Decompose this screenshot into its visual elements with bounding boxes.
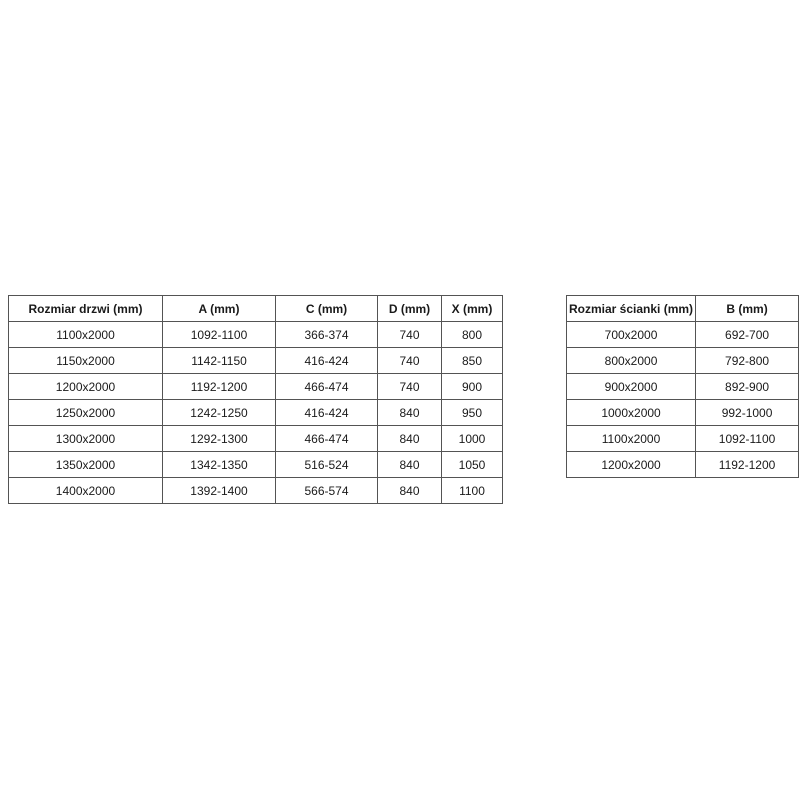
table-cell: 740: [378, 322, 442, 348]
table-row: [567, 348, 799, 374]
table-cell: 840: [378, 400, 442, 426]
header-row: [567, 296, 799, 322]
column-header: A (mm): [163, 296, 276, 322]
table-row: [9, 478, 503, 504]
table-row: [567, 400, 799, 426]
table-cell: 1242-1250: [163, 400, 276, 426]
table-cell: 700x2000: [567, 322, 696, 348]
table-cell: 1142-1150: [163, 348, 276, 374]
table-cell: 840: [378, 426, 442, 452]
table-row: [9, 452, 503, 478]
table-cell: 416-424: [276, 348, 378, 374]
table-cell: 992-1000: [696, 400, 799, 426]
table-cell: 840: [378, 478, 442, 504]
table-cell: 900: [442, 374, 503, 400]
table-cell: 466-474: [276, 426, 378, 452]
table-row: [567, 452, 799, 478]
table-cell: 1100x2000: [9, 322, 163, 348]
table-cell: 1392-1400: [163, 478, 276, 504]
table-cell: 1092-1100: [696, 426, 799, 452]
table-cell: 900x2000: [567, 374, 696, 400]
table-row: [567, 426, 799, 452]
table-cell: 1100: [442, 478, 503, 504]
table-cell: 1300x2000: [9, 426, 163, 452]
table-cell: 366-374: [276, 322, 378, 348]
table-cell: 950: [442, 400, 503, 426]
table-cell: 850: [442, 348, 503, 374]
header-row: [9, 296, 503, 322]
table-cell: 466-474: [276, 374, 378, 400]
table-cell: 566-574: [276, 478, 378, 504]
table-cell: 1250x2000: [9, 400, 163, 426]
table-cell: 516-524: [276, 452, 378, 478]
column-header: Rozmiar drzwi (mm): [9, 296, 163, 322]
wall-sizes-table: [566, 295, 799, 478]
column-header: D (mm): [378, 296, 442, 322]
table-cell: 1350x2000: [9, 452, 163, 478]
table-cell: 416-424: [276, 400, 378, 426]
table-cell: 740: [378, 374, 442, 400]
table-cell: 740: [378, 348, 442, 374]
table-cell: 1192-1200: [696, 452, 799, 478]
table-cell: 692-700: [696, 322, 799, 348]
column-header: B (mm): [696, 296, 799, 322]
table-cell: 840: [378, 452, 442, 478]
table-cell: 1292-1300: [163, 426, 276, 452]
table-cell: 1400x2000: [9, 478, 163, 504]
table-cell: 1192-1200: [163, 374, 276, 400]
table-cell: 792-800: [696, 348, 799, 374]
table-cell: 1200x2000: [9, 374, 163, 400]
table-row: [9, 322, 503, 348]
table-row: [9, 348, 503, 374]
table-row: [567, 374, 799, 400]
door-sizes-table: [8, 295, 503, 504]
table-cell: 800: [442, 322, 503, 348]
column-header: C (mm): [276, 296, 378, 322]
table-cell: 800x2000: [567, 348, 696, 374]
table-cell: 1050: [442, 452, 503, 478]
table-cell: 1100x2000: [567, 426, 696, 452]
column-header: Rozmiar ścianki (mm): [567, 296, 696, 322]
table-cell: 1200x2000: [567, 452, 696, 478]
column-header: X (mm): [442, 296, 503, 322]
table-cell: 1092-1100: [163, 322, 276, 348]
table-cell: 1000: [442, 426, 503, 452]
table-row: [9, 426, 503, 452]
table-cell: 1342-1350: [163, 452, 276, 478]
table-row: [567, 322, 799, 348]
table-cell: 1150x2000: [9, 348, 163, 374]
table-row: [9, 374, 503, 400]
table-row: [9, 400, 503, 426]
table-cell: 892-900: [696, 374, 799, 400]
table-cell: 1000x2000: [567, 400, 696, 426]
